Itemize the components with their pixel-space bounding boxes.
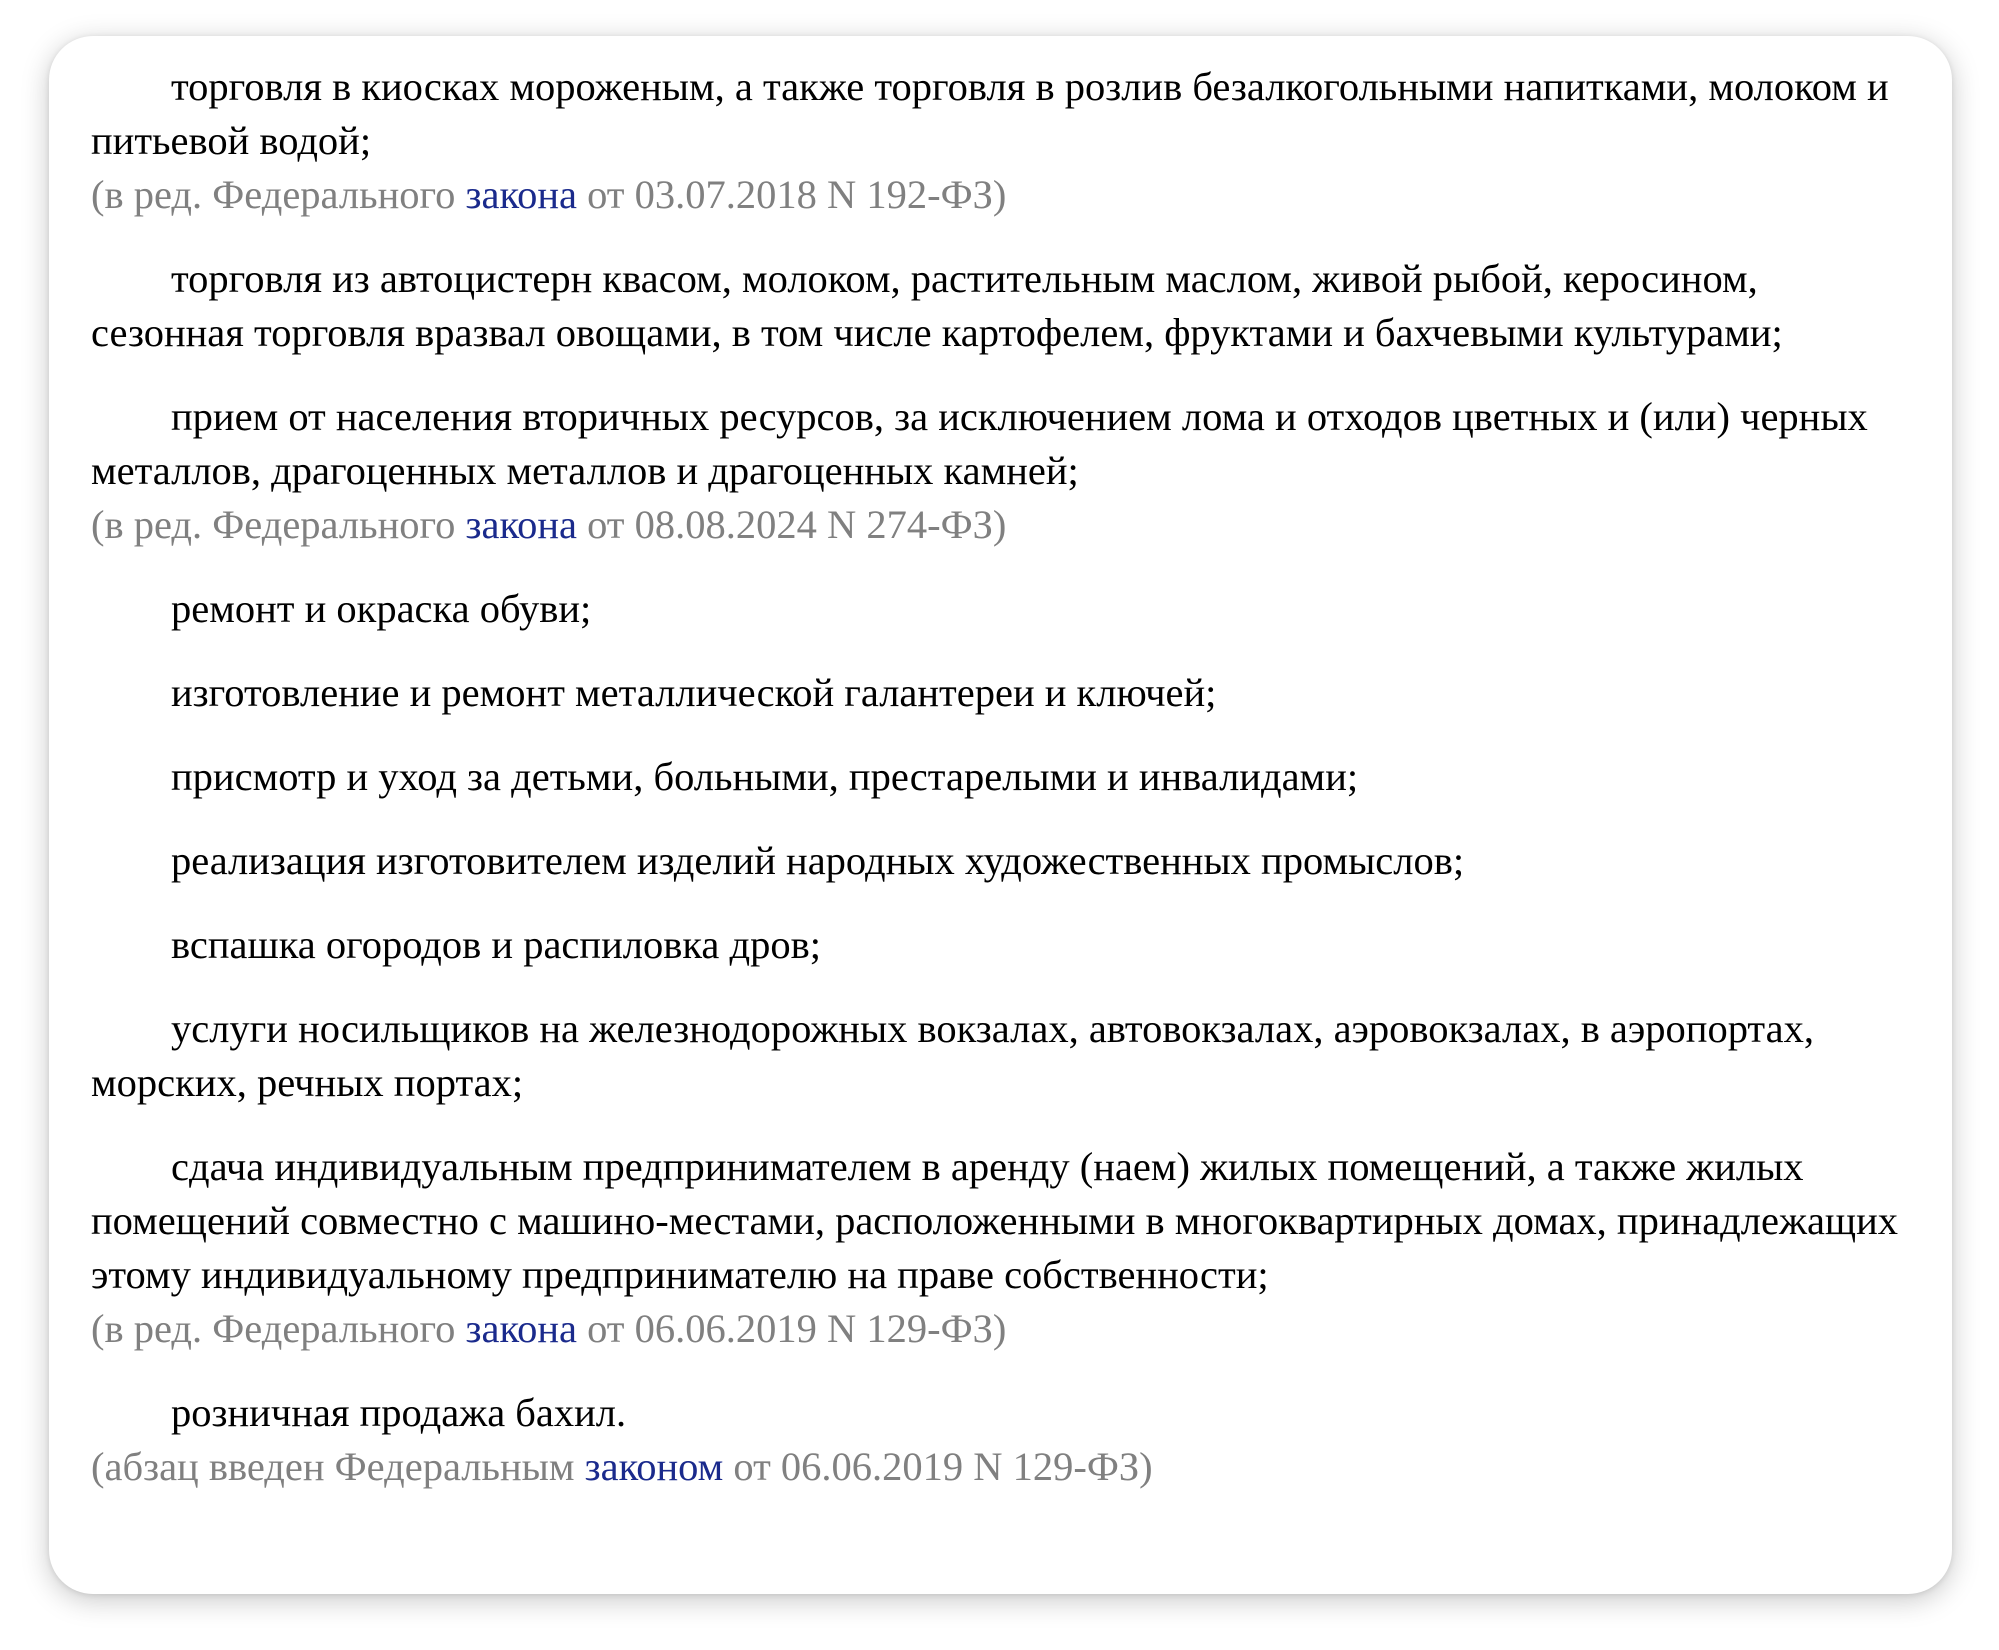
clause-text: ремонт и окраска обуви;: [171, 586, 592, 631]
clause-text: торговля в киосках мороженым, а также торговля в розлив безалкогольными напитками, молоком и питьевой водой;: [91, 64, 1889, 163]
law-link[interactable]: законом: [584, 1444, 724, 1489]
clause-text: прием от населения вторичных ресурсов, за исключением лома и отходов цветных и (или) черных металлов, драгоценных металлов и драгоценных камней;: [91, 394, 1868, 493]
note-prefix: (абзац введен Федеральным: [91, 1444, 585, 1489]
note-suffix: от 03.07.2018 N 192-ФЗ): [576, 172, 1007, 217]
clause-block: [91, 60, 1906, 222]
clause-text: вспашка огородов и распиловка дров;: [171, 922, 821, 967]
note-suffix: от 06.06.2019 N 129-ФЗ): [576, 1306, 1007, 1351]
clause-block: [91, 582, 1906, 636]
clause-block: [91, 1386, 1906, 1494]
amendment-note: [91, 1302, 1906, 1356]
law-link[interactable]: закона: [465, 502, 577, 547]
amendment-note: [91, 168, 1906, 222]
clause-block: [91, 1140, 1906, 1356]
clause-block: [91, 666, 1906, 720]
note-suffix: от 08.08.2024 N 274-ФЗ): [576, 502, 1007, 547]
clause-block: [91, 1002, 1906, 1110]
clause-text: реализация изготовителем изделий народных художественных промыслов;: [171, 838, 1465, 883]
law-link[interactable]: закона: [465, 1306, 577, 1351]
clause-text: розничная продажа бахил.: [171, 1390, 627, 1435]
document-card: [49, 36, 1952, 1594]
note-prefix: (в ред. Федерального: [91, 502, 466, 547]
clause-text: изготовление и ремонт металлической галантереи и ключей;: [171, 670, 1217, 715]
clause-text: присмотр и уход за детьми, больными, престарелыми и инвалидами;: [171, 754, 1359, 799]
amendment-note: [91, 1440, 1906, 1494]
amendment-note: [91, 498, 1906, 552]
clause-text: сдача индивидуальным предпринимателем в аренду (наем) жилых помещений, а также жилых помещений совместно с машино-местами, расположенными в многоквартирных домах, принадлежащих этому индивидуальному предпринимателю на праве собственности;: [91, 1144, 1899, 1297]
clause-text: услуги носильщиков на железнодорожных вокзалах, автовокзалах, аэровокзалах, в аэропортах, морских, речных портах;: [91, 1006, 1814, 1105]
note-suffix: от 06.06.2019 N 129-ФЗ): [723, 1444, 1153, 1489]
law-link[interactable]: закона: [465, 172, 577, 217]
clause-text: торговля из автоцистерн квасом, молоком, растительным маслом, живой рыбой, керосином, сезонная торговля вразвал овощами, в том числе картофелем, фруктами и бахчевыми культурами;: [91, 256, 1783, 355]
clause-block: [91, 252, 1906, 360]
clause-block: [91, 834, 1906, 888]
clause-block: [91, 390, 1906, 552]
clause-block: [91, 750, 1906, 804]
note-prefix: (в ред. Федерального: [91, 1306, 466, 1351]
clause-block: [91, 918, 1906, 972]
note-prefix: (в ред. Федерального: [91, 172, 466, 217]
